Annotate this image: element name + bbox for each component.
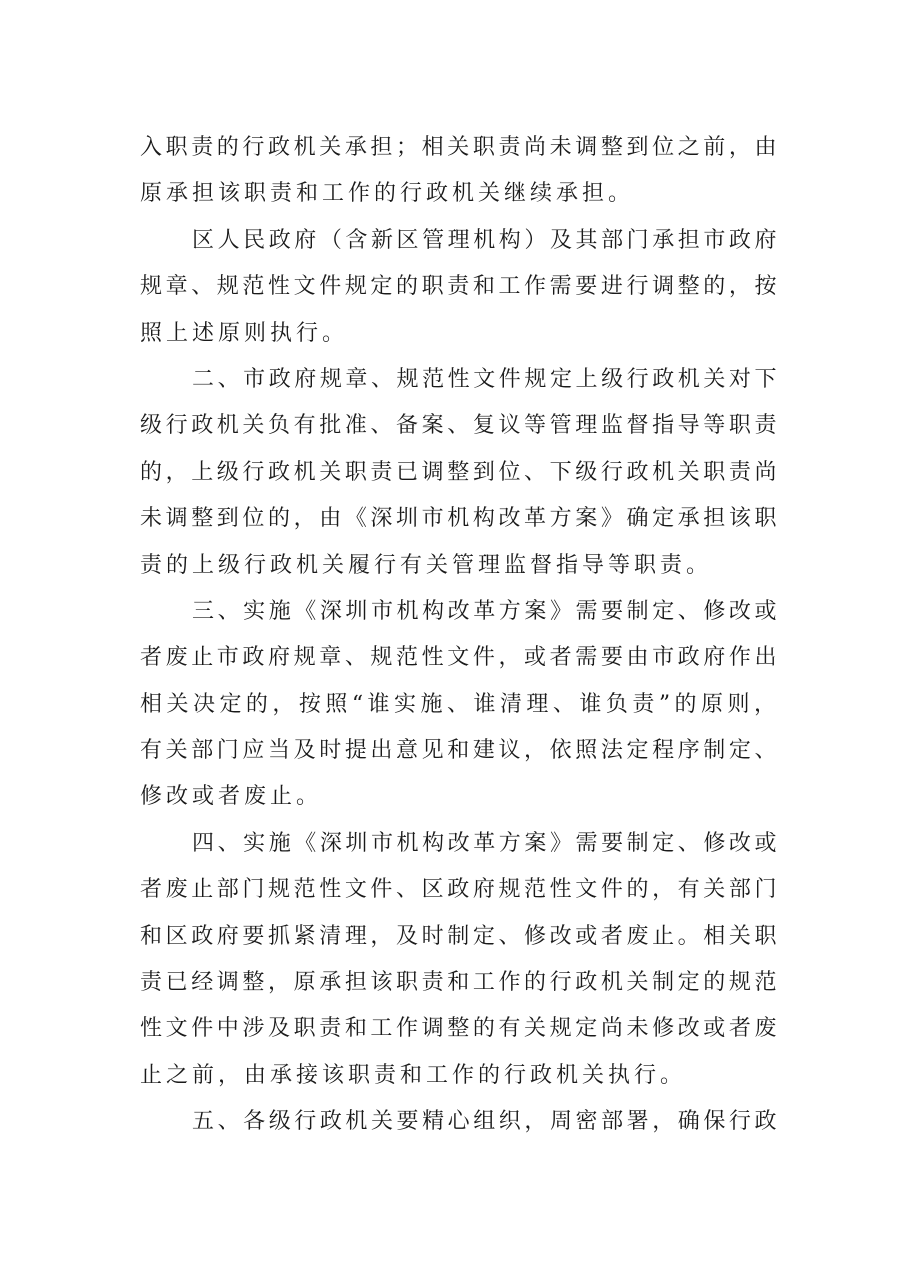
text-line: 性文件中涉及职责和工作调整的有关规定尚未修改或者废 <box>140 1016 780 1042</box>
text-line: 未调整到位的，由《深圳市机构改革方案》确定承担该职 <box>140 506 780 532</box>
text-line: 责已经调整，原承担该职责和工作的行政机关制定的规范 <box>140 970 780 996</box>
document-body <box>140 125 780 1146</box>
text-line: 入职责的行政机关承担；相关职责尚未调整到位之前，由 <box>140 135 780 160</box>
text-line: 原承担该职责和工作的行政机关继续承担。 <box>140 181 635 207</box>
text-line: 者废止市政府规章、规范性文件，或者需要由市政府作出 <box>140 645 780 671</box>
text-line: 四、实施《深圳市机构改革方案》需要制定、修改或 <box>192 830 780 856</box>
text-line: 有关部门应当及时提出意见和建议，依照法定程序制定、 <box>140 738 780 764</box>
text-line: 的，上级行政机关职责已调整到位、下级行政机关职责尚 <box>140 459 780 485</box>
text-line: 责的上级行政机关履行有关管理监督指导等职责。 <box>140 552 713 578</box>
text-line: 二、市政府规章、规范性文件规定上级行政机关对下 <box>192 366 780 392</box>
text-line: 和区政府要抓紧清理，及时制定、修改或者废止。相关职 <box>140 923 780 949</box>
text-line: 止之前，由承接该职责和工作的行政机关执行。 <box>140 1062 687 1088</box>
text-line: 修改或者废止。 <box>140 784 323 810</box>
text-line: 五、各级行政机关要精心组织，周密部署，确保行政 <box>192 1109 780 1135</box>
text-line: 三、实施《深圳市机构改革方案》需要制定、修改或 <box>192 598 780 624</box>
text-line: 者废止部门规范性文件、区政府规范性文件的，有关部门 <box>140 877 780 903</box>
text-line: 照上述原则执行。 <box>140 320 349 346</box>
text-line: 规章、规范性文件规定的职责和工作需要进行调整的，按 <box>140 274 780 300</box>
text-line: 区人民政府（含新区管理机构）及其部门承担市政府 <box>192 227 780 253</box>
text-line: 相关决定的，按照“谁实施、谁清理、谁负责”的原则， <box>140 691 780 717</box>
text-line: 级行政机关负有批准、备案、复议等管理监督指导等职责 <box>140 413 780 439</box>
